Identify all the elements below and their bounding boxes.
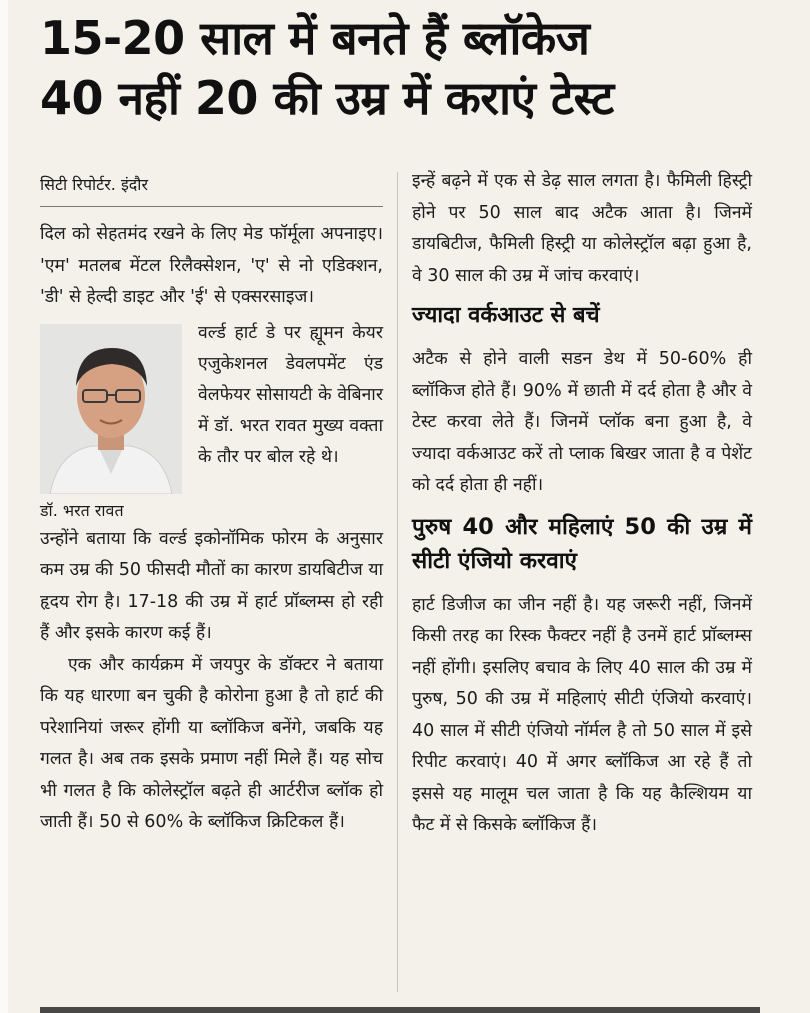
body-paragraph-2: उन्होंने बताया कि वर्ल्ड इकोनॉमिक फोरम के अनुसार कम उम्र की 50 फीसदी मौतों का कारण डायबिटीज या हृदय रोग है। 17-18 की उम्र में हार्ट प्रॉब्लम्स हो रही हैं और इसके कारण कई हैं। bbox=[40, 528, 383, 643]
body-paragraph-3: एक और कार्यक्रम में जयपुर के डॉक्टर ने बताया कि यह धारणा बन चुकी है कोरोना हुआ है तो हार्ट की परेशानियां जरूर होंगी या ब्लॉकिज बनेंगे, जबकि यह गलत है। अब तक इसके प्रमाण नहीं मिले हैं। यह सोच भी गलत है कि कोलेस्ट्रॉल बढ़ते ही आर्टरीज ब्लॉक हो जाती हैं। 50 से 60% के ब्लॉकिज क्रिटिकल हैं। bbox=[40, 654, 383, 832]
doctor-photo bbox=[40, 324, 182, 494]
intro-paragraph: दिल को सेहतमंद रखने के लिए मेड फॉर्मूला अपनाइए। 'एम' मतलब मेंटल रिलैक्सेशन, 'ए' से नो एडिक्शन, 'डी' से हेल्दी डाइट और 'ई' से एक्सरसाइज। bbox=[40, 224, 383, 307]
right-paragraph-2: अटैक से होने वाली सडन डेथ में 50-60% ही ब्लॉकिज होते हैं। 90% में छाती में दर्द होता है और वे टेस्ट करवा लेते हैं। जिनमें प्लॉक बना हुआ है, वे ज्यादा वर्कआउट करें तो प्लाक बिखर जाता है व पेशेंट को दर्द होता ही नहीं। bbox=[412, 349, 752, 495]
photo-caption: डॉ. भरत रावत bbox=[40, 500, 124, 520]
photo-block bbox=[40, 318, 190, 524]
right-paragraph-3: हार्ट डिजीज का जीन नहीं है। यह जरूरी नहीं, जिनमें किसी तरह का रिस्क फैक्टर नहीं है उनमें हार्ट प्रॉब्लम्स नहीं होंगी। इसलिए बचाव के लिए 40 साल की उम्र में पुरुष, 50 की उम्र में महिलाएं सीटी एंजियो करवाएं। 40 साल में सीटी एंजियो नॉर्मल है तो 50 साल में इसे रिपीट करवाएं। 40 में अगर ब्लॉकिज आ रहे हैं तो इससे यह मालूम चल जाता है कि यह कैल्शियम या फैट में से किसके ब्लॉकिज हैं। bbox=[412, 594, 752, 835]
headline bbox=[40, 8, 780, 128]
photo-side-text: वर्ल्ड हार्ट डे पर ह्यूमन केयर एजुकेशनल डेवलपमेंट एंड वेलफेयर सोसायटी के वेबिनार में डॉ. भरत रावत मुख्य वक्ता के तौर पर बोल रहे थे। bbox=[198, 322, 383, 467]
cutoff-bar bbox=[40, 1007, 760, 1013]
photo-row bbox=[40, 318, 383, 524]
column-divider bbox=[397, 172, 398, 992]
subheading-workout: ज्यादा वर्कआउट से बचें bbox=[412, 303, 600, 328]
headline-line-2: 40 नहीं 20 की उम्र में कराएं टेस्ट bbox=[40, 71, 614, 125]
right-column bbox=[412, 166, 752, 842]
right-paragraph-1: इन्हें बढ़ने में एक से डेढ़ साल लगता है। फैमिली हिस्ट्री होने पर 50 साल बाद अटैक आता है। जिनमें डायबिटीज, फैमिली हिस्ट्री या कोलेस्ट्रॉल बढ़ा हुआ है, वे 30 साल की उम्र में जांच करवाएं। bbox=[412, 171, 752, 286]
next-article-cutoff bbox=[40, 1000, 760, 1013]
byline: सिटी रिपोर्टर. इंदौर bbox=[40, 170, 383, 207]
headline-line-1: 15-20 साल में बनते हैं ब्लॉकेज bbox=[40, 11, 590, 65]
page-edge bbox=[0, 0, 8, 1013]
portrait-icon bbox=[40, 324, 182, 494]
left-column bbox=[40, 170, 383, 839]
subheading-ct-angio: पुरुष 40 और महिलाएं 50 की उम्र में सीटी एंजियो करवाएं bbox=[412, 513, 752, 574]
